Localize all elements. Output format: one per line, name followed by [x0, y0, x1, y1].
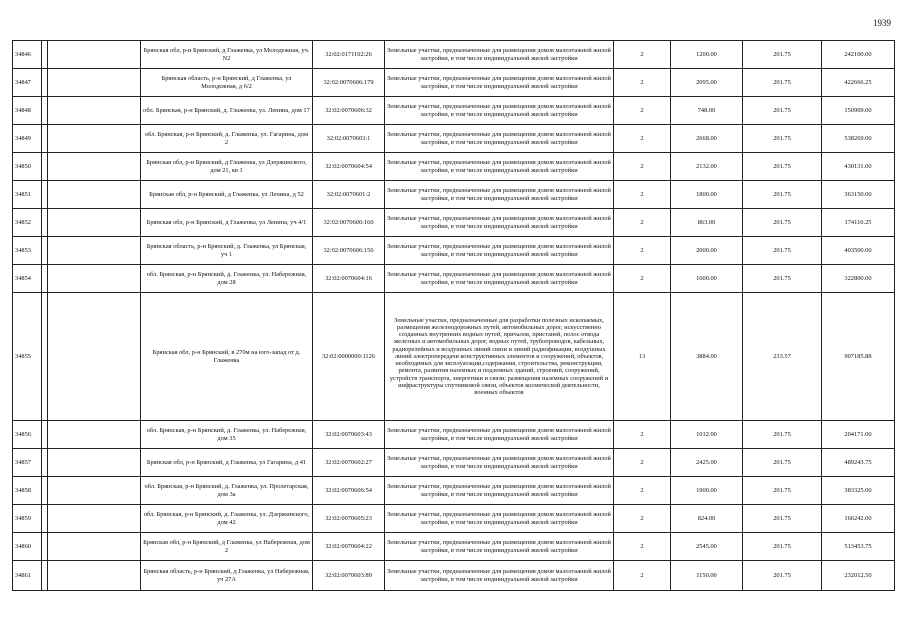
- rate-cell: 201.75: [743, 561, 822, 591]
- address-cell: Брянская обл, р-н Брянский, д Глаженка, ул Набережная, дом 2: [141, 533, 313, 561]
- spacer-cell: [48, 125, 141, 153]
- spacer-cell: [48, 153, 141, 181]
- record-id-cell: 34849: [13, 125, 42, 153]
- land-use-cell: Земельные участки, предназначенные для размещения домов малоэтажной жилой застройки, в том числе индивидуальной жилой застройки: [385, 449, 614, 477]
- land-use-cell: Земельные участки, предназначенные для размещения домов малоэтажной жилой застройки, в том числе индивидуальной жилой застройки: [385, 421, 614, 449]
- land-use-cell: Земельные участки, предназначенные для размещения домов малоэтажной жилой застройки, в том числе индивидуальной жилой застройки: [385, 265, 614, 293]
- rate-cell: 201.75: [743, 421, 822, 449]
- area-cell: 1600.00: [671, 265, 743, 293]
- address-cell: Брянская обл, р-н Брянский, д Глаженка, ул Ленина, уч 4/1: [141, 209, 313, 237]
- land-use-cell: Земельные участки, предназначенные для размещения домов малоэтажной жилой застройки, в том числе индивидуальной жилой застройки: [385, 237, 614, 265]
- record-id-cell: 34857: [13, 449, 42, 477]
- area-cell: 2000.00: [671, 237, 743, 265]
- table-row: [13, 153, 895, 181]
- record-id-cell: 34853: [13, 237, 42, 265]
- table-body: [13, 41, 895, 591]
- use-group-cell: 2: [614, 533, 671, 561]
- record-id-cell: 34859: [13, 505, 42, 533]
- area-cell: 863.00: [671, 209, 743, 237]
- record-id-cell: 34846: [13, 41, 42, 69]
- cadastral-value-cell: 489243.75: [822, 449, 895, 477]
- use-group-cell: 2: [614, 561, 671, 591]
- area-cell: 1200.00: [671, 41, 743, 69]
- table-row: [13, 477, 895, 505]
- cadastral-number-cell: 32:02:0070605:23: [313, 505, 385, 533]
- address-cell: Брянская область, р-н Брянский, д Глаженка, ул Молодежная, д 6/2: [141, 69, 313, 97]
- address-cell: Брянская обл, р-н Брянский, д Глаженка, ул Ленина, д 52: [141, 181, 313, 209]
- cadastral-value-cell: 232012.50: [822, 561, 895, 591]
- spacer-cell: [48, 449, 141, 477]
- area-cell: 1900.00: [671, 477, 743, 505]
- spacer-cell: [48, 533, 141, 561]
- use-group-cell: 2: [614, 153, 671, 181]
- record-id-cell: 34851: [13, 181, 42, 209]
- cadastral-number-cell: 32:02:0070606:32: [313, 97, 385, 125]
- rate-cell: 201.75: [743, 153, 822, 181]
- cadastral-number-cell: 32:02:0070606:156: [313, 237, 385, 265]
- rate-cell: 201.75: [743, 209, 822, 237]
- address-cell: обл. Брянская, р-н Брянский, д. Глаженка, ул. Гагарина, дом 2: [141, 125, 313, 153]
- area-cell: 2425.00: [671, 449, 743, 477]
- land-use-cell: Земельные участки, предназначенные для размещения домов малоэтажной жилой застройки, в том числе индивидуальной жилой застройки: [385, 209, 614, 237]
- rate-cell: 201.75: [743, 505, 822, 533]
- cadastral-value-cell: 166242.00: [822, 505, 895, 533]
- table-row: [13, 265, 895, 293]
- rate-cell: 201.75: [743, 533, 822, 561]
- rate-cell: 201.75: [743, 265, 822, 293]
- cadastral-number-cell: 32:02:0070606:54: [313, 477, 385, 505]
- area-cell: 824.00: [671, 505, 743, 533]
- record-id-cell: 34856: [13, 421, 42, 449]
- cadastral-number-cell: 32:02:0171102:26: [313, 41, 385, 69]
- cadastral-number-cell: 32:02:0070603:1: [313, 125, 385, 153]
- address-cell: Брянская область, р-н Брянский, д. Глаженка, ул Брянская, уч 1: [141, 237, 313, 265]
- cadastral-value-cell: 322800.00: [822, 265, 895, 293]
- area-cell: 1150.00: [671, 561, 743, 591]
- area-cell: 3884.00: [671, 293, 743, 421]
- table-row: [13, 69, 895, 97]
- table-row: [13, 41, 895, 69]
- use-group-cell: 2: [614, 97, 671, 125]
- spacer-cell: [48, 69, 141, 97]
- use-group-cell: 13: [614, 293, 671, 421]
- spacer-cell: [48, 505, 141, 533]
- address-cell: Брянская область, р-н Брянский, д Глаженка, ул Набережная, уч 27А: [141, 561, 313, 591]
- use-group-cell: 2: [614, 421, 671, 449]
- use-group-cell: 2: [614, 449, 671, 477]
- table-row: [13, 209, 895, 237]
- cadastral-value-cell: 403500.00: [822, 237, 895, 265]
- rate-cell: 201.75: [743, 181, 822, 209]
- rate-cell: 201.75: [743, 125, 822, 153]
- land-use-cell: Земельные участки, предназначенные для размещения домов малоэтажной жилой застройки, в том числе индивидуальной жилой застройки: [385, 69, 614, 97]
- rate-cell: 201.75: [743, 97, 822, 125]
- use-group-cell: 2: [614, 181, 671, 209]
- area-cell: 2668.00: [671, 125, 743, 153]
- spacer-cell: [48, 41, 141, 69]
- address-cell: Брянская обл, р-н Брянский, д Глаженка, ул Дзержинского, дом 21, кв 1: [141, 153, 313, 181]
- address-cell: обл. Брянская, р-н Брянский, д. Глаженка, ул. Пролетарская, дом 3а: [141, 477, 313, 505]
- spacer-cell: [48, 477, 141, 505]
- rate-cell: 201.75: [743, 237, 822, 265]
- land-use-cell: Земельные участки, предназначенные для размещения домов малоэтажной жилой застройки, в том числе индивидуальной жилой застройки: [385, 533, 614, 561]
- area-cell: 748.00: [671, 97, 743, 125]
- cadastral-number-cell: 32:02:0070602:27: [313, 449, 385, 477]
- land-registry-table: [12, 40, 895, 591]
- land-use-cell: Земельные участки, предназначенные для размещения домов малоэтажной жилой застройки, в том числе индивидуальной жилой застройки: [385, 477, 614, 505]
- use-group-cell: 2: [614, 209, 671, 237]
- cadastral-value-cell: 907185.88: [822, 293, 895, 421]
- cadastral-number-cell: 32:02:0070604:16: [313, 265, 385, 293]
- table-row: [13, 181, 895, 209]
- cadastral-value-cell: 174110.25: [822, 209, 895, 237]
- spacer-cell: [48, 97, 141, 125]
- area-cell: 2545.00: [671, 533, 743, 561]
- cadastral-number-cell: 32:02:0070606:160: [313, 209, 385, 237]
- use-group-cell: 2: [614, 505, 671, 533]
- area-cell: 2095.00: [671, 69, 743, 97]
- cadastral-value-cell: 422666.25: [822, 69, 895, 97]
- area-cell: 2132.00: [671, 153, 743, 181]
- rate-cell: 201.75: [743, 69, 822, 97]
- use-group-cell: 2: [614, 125, 671, 153]
- spacer-cell: [48, 561, 141, 591]
- spacer-cell: [48, 421, 141, 449]
- address-cell: обл. Брянская, р-н Брянский, д. Глаженка, ул. Дзержинского, дом 42: [141, 505, 313, 533]
- address-cell: Брянская обл, р-н Брянский, д Глаженка, ул Гагарина, д 41: [141, 449, 313, 477]
- land-use-cell: Земельные участки, предназначенные для размещения домов малоэтажной жилой застройки, в том числе индивидуальной жилой застройки: [385, 505, 614, 533]
- table-row: [13, 449, 895, 477]
- cadastral-number-cell: 32:02:0070603:89: [313, 561, 385, 591]
- spacer-cell: [48, 265, 141, 293]
- table-row: [13, 125, 895, 153]
- table-row: [13, 293, 895, 421]
- address-cell: обл. Брянская, р-н Брянский, д. Глаженка, ул. Набережная, дом 35: [141, 421, 313, 449]
- record-id-cell: 34852: [13, 209, 42, 237]
- spacer-cell: [48, 237, 141, 265]
- cadastral-value-cell: 242100.00: [822, 41, 895, 69]
- table-row: [13, 533, 895, 561]
- cadastral-value-cell: 538269.00: [822, 125, 895, 153]
- use-group-cell: 2: [614, 237, 671, 265]
- address-cell: Брянская обл, р-н Брянский, в 270м на юго-запад от д. Глаженка: [141, 293, 313, 421]
- land-use-cell: Земельные участки, предназначенные для разработки полезных ископаемых, размещения железнодорожных путей, автомобильных дорог, искусственно созданных внутренних водных путей, причалов, пристаней, полос отвода железных и автомобильных дорог, водных путей, трубопроводов, кабельных, радиорелейных и воздушных линий связи и линий радиофикации, воздушных линий электропередачи конструктивных элементов и сооружений, объектов, необходимых для эксплуатации,содержания, строительства, реконструкции, ремонта, развития наземных и подземных зданий, строений, сооружений, устройств транспорта, энергетики и связи; размещения наземных сооружений и инфраструктуры спутниковой связи, объектов космической деятельности, военных объектов: [385, 293, 614, 421]
- spacer-cell: [48, 209, 141, 237]
- cadastral-value-cell: 363150.00: [822, 181, 895, 209]
- use-group-cell: 2: [614, 477, 671, 505]
- table-row: [13, 237, 895, 265]
- address-cell: обл. Брянская, р-н Брянский, д. Глаженка, ул. Набережная, дом 28: [141, 265, 313, 293]
- rate-cell: 201.75: [743, 41, 822, 69]
- cadastral-number-cell: 32:02:0070604:54: [313, 153, 385, 181]
- spacer-cell: [48, 181, 141, 209]
- rate-cell: 201.75: [743, 477, 822, 505]
- cadastral-number-cell: 32:02:0070603:43: [313, 421, 385, 449]
- land-use-cell: Земельные участки, предназначенные для размещения домов малоэтажной жилой застройки, в том числе индивидуальной жилой застройки: [385, 97, 614, 125]
- rate-cell: 201.75: [743, 449, 822, 477]
- cadastral-value-cell: 513453.75: [822, 533, 895, 561]
- table-row: [13, 561, 895, 591]
- spacer-cell: [48, 293, 141, 421]
- address-cell: Брянская обл, р-н Брянский, д Глаженка, ул Молодежная, уч. N2: [141, 41, 313, 69]
- land-use-cell: Земельные участки, предназначенные для размещения домов малоэтажной жилой застройки, в том числе индивидуальной жилой застройки: [385, 153, 614, 181]
- cadastral-number-cell: 32:02:0070606:179: [313, 69, 385, 97]
- cadastral-value-cell: 204171.00: [822, 421, 895, 449]
- record-id-cell: 34855: [13, 293, 42, 421]
- cadastral-value-cell: 150909.00: [822, 97, 895, 125]
- cadastral-number-cell: 32:02:0070601:2: [313, 181, 385, 209]
- table-row: [13, 505, 895, 533]
- table-row: [13, 97, 895, 125]
- land-use-cell: Земельные участки, предназначенные для размещения домов малоэтажной жилой застройки, в том числе индивидуальной жилой застройки: [385, 561, 614, 591]
- rate-cell: 233.57: [743, 293, 822, 421]
- use-group-cell: 2: [614, 41, 671, 69]
- record-id-cell: 34850: [13, 153, 42, 181]
- record-id-cell: 34860: [13, 533, 42, 561]
- cadastral-number-cell: 32:02:0070604:22: [313, 533, 385, 561]
- record-id-cell: 34848: [13, 97, 42, 125]
- use-group-cell: 2: [614, 265, 671, 293]
- use-group-cell: 2: [614, 69, 671, 97]
- cadastral-value-cell: 383325.00: [822, 477, 895, 505]
- area-cell: 1012.00: [671, 421, 743, 449]
- record-id-cell: 34858: [13, 477, 42, 505]
- land-use-cell: Земельные участки, предназначенные для размещения домов малоэтажной жилой застройки, в том числе индивидуальной жилой застройки: [385, 41, 614, 69]
- record-id-cell: 34847: [13, 69, 42, 97]
- cadastral-value-cell: 430131.00: [822, 153, 895, 181]
- address-cell: обл. Брянская, р-н Брянский, д. Глаженка, ул. Ленина, дом 17: [141, 97, 313, 125]
- area-cell: 1800.00: [671, 181, 743, 209]
- record-id-cell: 34861: [13, 561, 42, 591]
- land-use-cell: Земельные участки, предназначенные для размещения домов малоэтажной жилой застройки, в том числе индивидуальной жилой застройки: [385, 125, 614, 153]
- page-number: 1939: [873, 18, 891, 28]
- record-id-cell: 34854: [13, 265, 42, 293]
- table-row: [13, 421, 895, 449]
- land-use-cell: Земельные участки, предназначенные для размещения домов малоэтажной жилой застройки, в том числе индивидуальной жилой застройки: [385, 181, 614, 209]
- cadastral-number-cell: 32:02:0000000:1126: [313, 293, 385, 421]
